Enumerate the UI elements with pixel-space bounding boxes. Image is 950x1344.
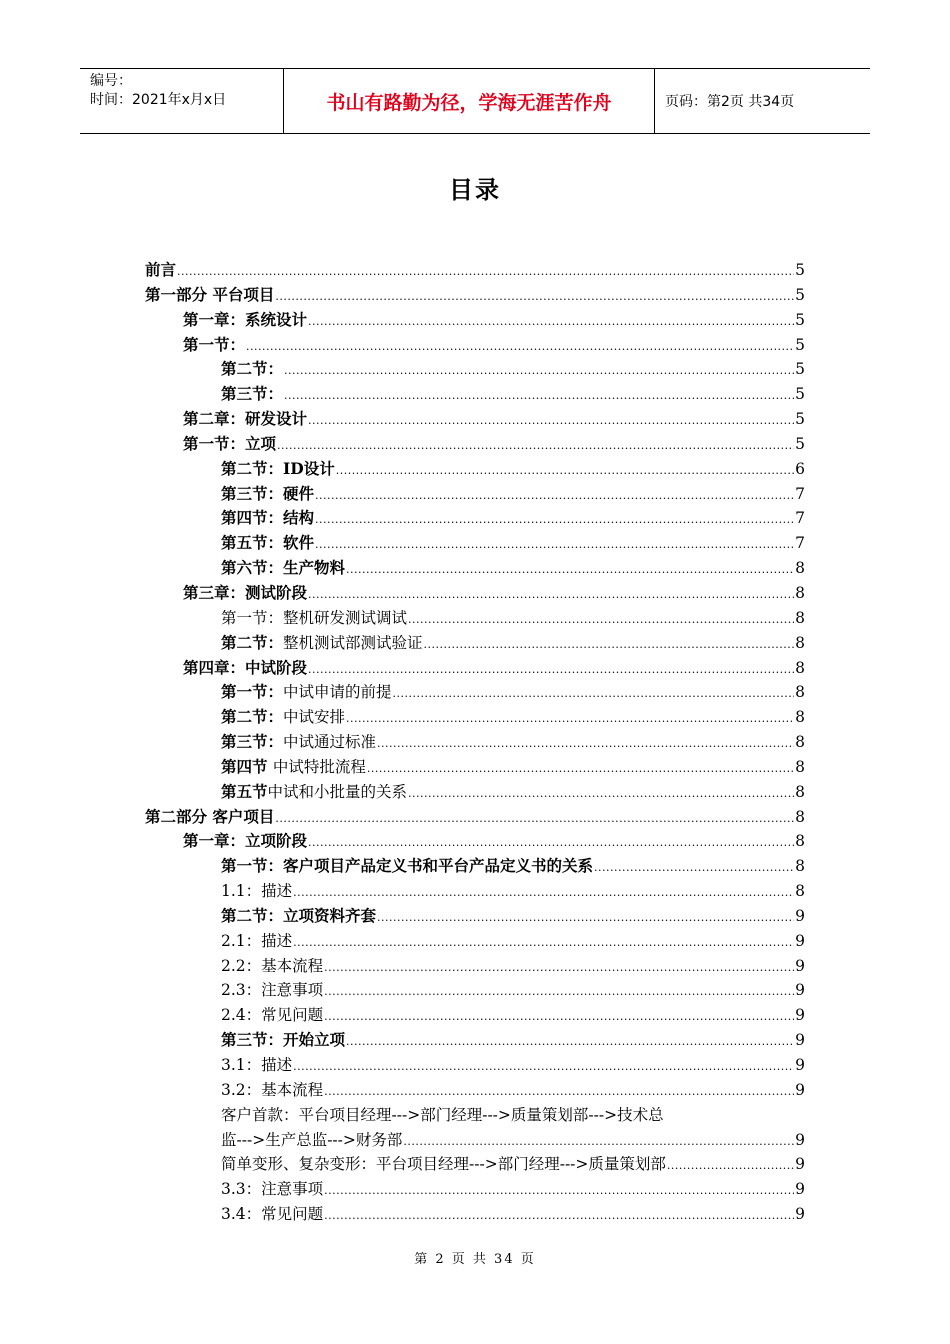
toc-page-number: 9 — [795, 1130, 805, 1149]
toc-page-number: 8 — [795, 882, 805, 901]
toc-page-number: 8 — [795, 608, 805, 627]
toc-page-number: 7 — [795, 484, 805, 503]
toc-leader-dots — [377, 904, 794, 929]
toc-page-number: 9 — [795, 1155, 805, 1174]
toc-entry[interactable] — [145, 755, 805, 780]
toc-entry-label: 第一部分 平台项目 — [145, 284, 275, 304]
toc-entry[interactable] — [145, 1152, 805, 1177]
toc-leader-dots — [393, 680, 795, 705]
toc-page-number: 8 — [795, 782, 805, 801]
header-motto: 书山有路勤为径，学海无涯苦作舟 — [283, 69, 655, 133]
toc-entry[interactable] — [145, 258, 805, 283]
toc-page-number: 9 — [795, 1056, 805, 1074]
toc-leader-dots — [346, 556, 794, 581]
toc-leader-dots — [367, 755, 794, 780]
toc-page-number: 9 — [795, 1180, 805, 1199]
toc-entry[interactable] — [145, 705, 805, 730]
toc-leader-dots — [308, 308, 794, 333]
toc-page-number: 5 — [795, 310, 805, 329]
toc-entry-wrapped-line[interactable]: 客户首款：平台项目经理--->部门经理--->质量策划部--->技术总 — [221, 1105, 664, 1124]
toc-leader-dots — [324, 978, 794, 1003]
toc-entry[interactable] — [145, 407, 805, 432]
toc-leader-dots — [308, 656, 794, 681]
toc-page-number: 9 — [795, 1205, 805, 1224]
toc-leader-dots — [315, 531, 794, 556]
toc-entry-label: 第一节：客户项目产品定义书和平台产品定义书的关系 — [221, 856, 594, 876]
toc-entry[interactable] — [145, 382, 805, 407]
toc-page-number: 6 — [795, 459, 805, 478]
toc-page-number: 9 — [795, 931, 805, 950]
toc-page-number: 9 — [795, 906, 805, 925]
toc-entry-label: 3.4：常见问题 — [221, 1205, 324, 1224]
toc-page-number: 5 — [795, 335, 805, 354]
toc-entry[interactable] — [145, 556, 805, 581]
toc-entry[interactable] — [145, 730, 805, 755]
toc-leader-dots — [284, 357, 794, 382]
toc-entry[interactable] — [145, 1128, 805, 1153]
toc-entry[interactable] — [145, 854, 805, 879]
toc-page-number: 7 — [795, 534, 805, 553]
toc-leader-dots — [324, 954, 794, 979]
toc-leader-dots — [346, 705, 794, 730]
toc-leader-dots — [594, 854, 794, 879]
toc-entry-label: 第三节： — [221, 384, 284, 404]
toc-page-number: 5 — [795, 410, 805, 429]
toc-page-number: 7 — [795, 509, 805, 528]
toc-entry[interactable] — [145, 482, 805, 507]
toc-entry-label: 第一章：系统设计 — [183, 309, 308, 329]
toc-leader-dots — [408, 606, 794, 631]
toc-page-number: 9 — [795, 956, 805, 975]
header-meta — [80, 69, 283, 133]
toc-page-number: 9 — [795, 1080, 805, 1099]
toc-entry-title: 中试申请的前提 — [283, 683, 392, 702]
toc-entry-title: 整机测试部测试验证 — [283, 633, 423, 652]
toc-entry-label: 监--->生产总监--->财务部 — [221, 1130, 403, 1149]
toc-entry[interactable] — [145, 1003, 805, 1028]
toc-entry[interactable] — [145, 1078, 805, 1103]
toc-entry[interactable] — [145, 308, 805, 333]
toc-page-number: 8 — [795, 583, 805, 602]
toc-page-number: 8 — [795, 658, 805, 677]
toc-entry-title: 中试通过标准 — [283, 733, 377, 752]
toc-leader-dots — [315, 482, 794, 507]
toc-entry[interactable] — [145, 357, 805, 382]
toc-entry-label: 2.3：注意事项 — [221, 981, 324, 1000]
toc-entry[interactable] — [145, 1053, 805, 1078]
toc-entry-label: 第二节： — [221, 359, 284, 379]
page-title: 目录 — [449, 175, 501, 204]
toc-entry[interactable] — [145, 506, 805, 531]
toc-entry-label: 第二部分 客户项目 — [145, 806, 275, 826]
toc-page-number: 5 — [795, 434, 805, 453]
toc-entry-label — [221, 680, 392, 705]
toc-entry[interactable] — [145, 680, 805, 705]
toc-entry-label: 第一节：立项 — [183, 433, 277, 453]
toc-leader-dots — [324, 1177, 794, 1202]
toc-entry[interactable] — [145, 581, 805, 606]
toc-entry-label: 简单变形、复杂变形：平台项目经理--->部门经理--->质量策划部 — [221, 1155, 666, 1174]
toc-entry-label: 1.1：描述 — [221, 882, 293, 901]
toc-entry-label: 第一节： — [183, 334, 246, 354]
toc-entry[interactable] — [145, 829, 805, 854]
toc-entry-label: 第三节：开始立项 — [221, 1030, 346, 1050]
header-number: 编号： — [90, 73, 132, 89]
toc-entry[interactable] — [145, 606, 805, 631]
toc-entry-prefix: 第四节 — [221, 756, 273, 776]
toc-leader-dots — [346, 1028, 794, 1053]
header-page-info: 页码：第2页 共34页 — [665, 94, 795, 110]
toc-leader-dots — [293, 1053, 794, 1078]
toc-leader-dots — [275, 805, 794, 830]
toc-leader-dots — [177, 258, 794, 283]
toc-entry[interactable] — [145, 432, 805, 457]
toc-leader-dots — [424, 631, 795, 656]
toc-leader-dots — [336, 457, 794, 482]
header-date: 时间：2021年x月x日 — [90, 92, 227, 108]
toc-entry[interactable] — [145, 978, 805, 1003]
toc-entry-label: 第二节：立项资料齐套 — [221, 905, 377, 925]
toc-entry-label: 2.2：基本流程 — [221, 956, 324, 975]
toc-page-number: 8 — [795, 633, 805, 652]
toc-page-number: 8 — [795, 683, 805, 702]
toc-leader-dots — [308, 407, 794, 432]
toc-entry-label: 3.2：基本流程 — [221, 1080, 324, 1099]
toc-page-number: 8 — [795, 857, 805, 876]
toc-leader-dots — [403, 1128, 794, 1153]
toc-entry-label — [221, 705, 345, 730]
toc-entry-label: 第三节：硬件 — [221, 483, 315, 503]
toc-entry[interactable] — [145, 457, 805, 482]
toc-leader-dots — [308, 829, 794, 854]
toc-page-number: 8 — [795, 733, 805, 752]
toc-entry-prefix: 第三节： — [221, 732, 284, 752]
toc-page-number: 5 — [795, 360, 805, 379]
toc-entry-label: 3.1：描述 — [221, 1056, 293, 1074]
toc-page-number: 9 — [795, 1006, 805, 1025]
toc-entry-prefix: 第一节： — [221, 682, 284, 702]
toc-leader-dots — [324, 1202, 794, 1227]
toc-page-number: 5 — [795, 261, 805, 279]
toc-entry-label — [221, 780, 407, 805]
toc-entry[interactable] — [145, 954, 805, 979]
toc-entry[interactable] — [145, 283, 805, 308]
toc-entry-label: 第二章：研发设计 — [183, 409, 308, 429]
toc-entry[interactable] — [145, 631, 805, 656]
toc-leader-dots — [308, 581, 794, 606]
toc-entry-label — [221, 730, 376, 755]
toc-leader-dots — [246, 333, 794, 358]
toc-entry[interactable] — [145, 879, 805, 904]
toc-leader-dots — [275, 283, 794, 308]
toc-entry-label — [221, 631, 423, 656]
toc-entry[interactable] — [145, 805, 805, 830]
toc-leader-dots — [315, 506, 794, 531]
toc-page-number: 8 — [795, 708, 805, 727]
toc-entry[interactable] — [145, 1028, 805, 1053]
toc-entry-label: 第一章：立项阶段 — [183, 831, 308, 851]
toc-entry-label: 2.4：常见问题 — [221, 1006, 324, 1025]
toc-entry[interactable] — [145, 929, 805, 954]
toc-leader-dots — [377, 730, 794, 755]
toc-entry-label: 前言 — [145, 260, 177, 279]
toc-page-number: 8 — [795, 559, 805, 578]
toc-leader-dots — [324, 1003, 794, 1028]
toc-entry[interactable] — [145, 333, 805, 358]
toc-entry-label: 3.3：注意事项 — [221, 1180, 324, 1199]
toc-entry[interactable] — [145, 780, 805, 805]
toc-leader-dots — [408, 780, 794, 805]
toc-entry-title: 中试和小批量的关系 — [267, 782, 408, 801]
toc-entry-label: 第六节：生产物料 — [221, 558, 346, 578]
toc-leader-dots — [293, 929, 794, 954]
toc-entry[interactable] — [145, 656, 805, 681]
toc-entry-label: 第二节：ID设计 — [221, 458, 335, 478]
toc-page-number: 8 — [795, 757, 805, 776]
toc-page-number: 9 — [795, 1031, 805, 1050]
page-header — [80, 68, 870, 134]
toc-entry-label: 第四章：中试阶段 — [183, 657, 308, 677]
toc-leader-dots — [277, 432, 794, 457]
toc-page-number: 5 — [795, 385, 805, 404]
toc-entry-label — [221, 755, 366, 780]
toc-page-number: 9 — [795, 981, 805, 1000]
toc-page-number: 5 — [795, 285, 805, 304]
toc-page-number: 8 — [795, 807, 805, 826]
toc-entry[interactable] — [145, 1202, 805, 1227]
toc-entry-prefix: 第二节： — [221, 707, 284, 727]
toc-entry[interactable] — [145, 904, 805, 929]
toc-entry-label: 第一节：整机研发测试调试 — [221, 608, 408, 627]
toc-entry-label: 第五节：软件 — [221, 533, 315, 553]
toc-entry-label: 第四节：结构 — [221, 508, 315, 528]
toc-entry-label: 第三章：测试阶段 — [183, 582, 308, 602]
toc-entry-prefix: 第二节： — [221, 632, 284, 652]
toc-entry[interactable] — [145, 1177, 805, 1202]
toc-entry[interactable] — [145, 531, 805, 556]
toc-entry-title: 中试安排 — [283, 708, 346, 727]
page-footer: 第 2 页 共 34 页 — [414, 1252, 536, 1267]
toc-entry-label: 2.1：描述 — [221, 931, 293, 950]
table-of-contents — [145, 258, 805, 1227]
toc-leader-dots — [284, 382, 794, 407]
toc-leader-dots — [324, 1078, 794, 1103]
toc-entry-prefix: 第五节 — [221, 781, 268, 801]
toc-leader-dots — [293, 879, 794, 904]
toc-leader-dots — [667, 1152, 794, 1177]
toc-entry-title: 中试特批流程 — [272, 757, 366, 776]
toc-page-number: 8 — [795, 832, 805, 851]
